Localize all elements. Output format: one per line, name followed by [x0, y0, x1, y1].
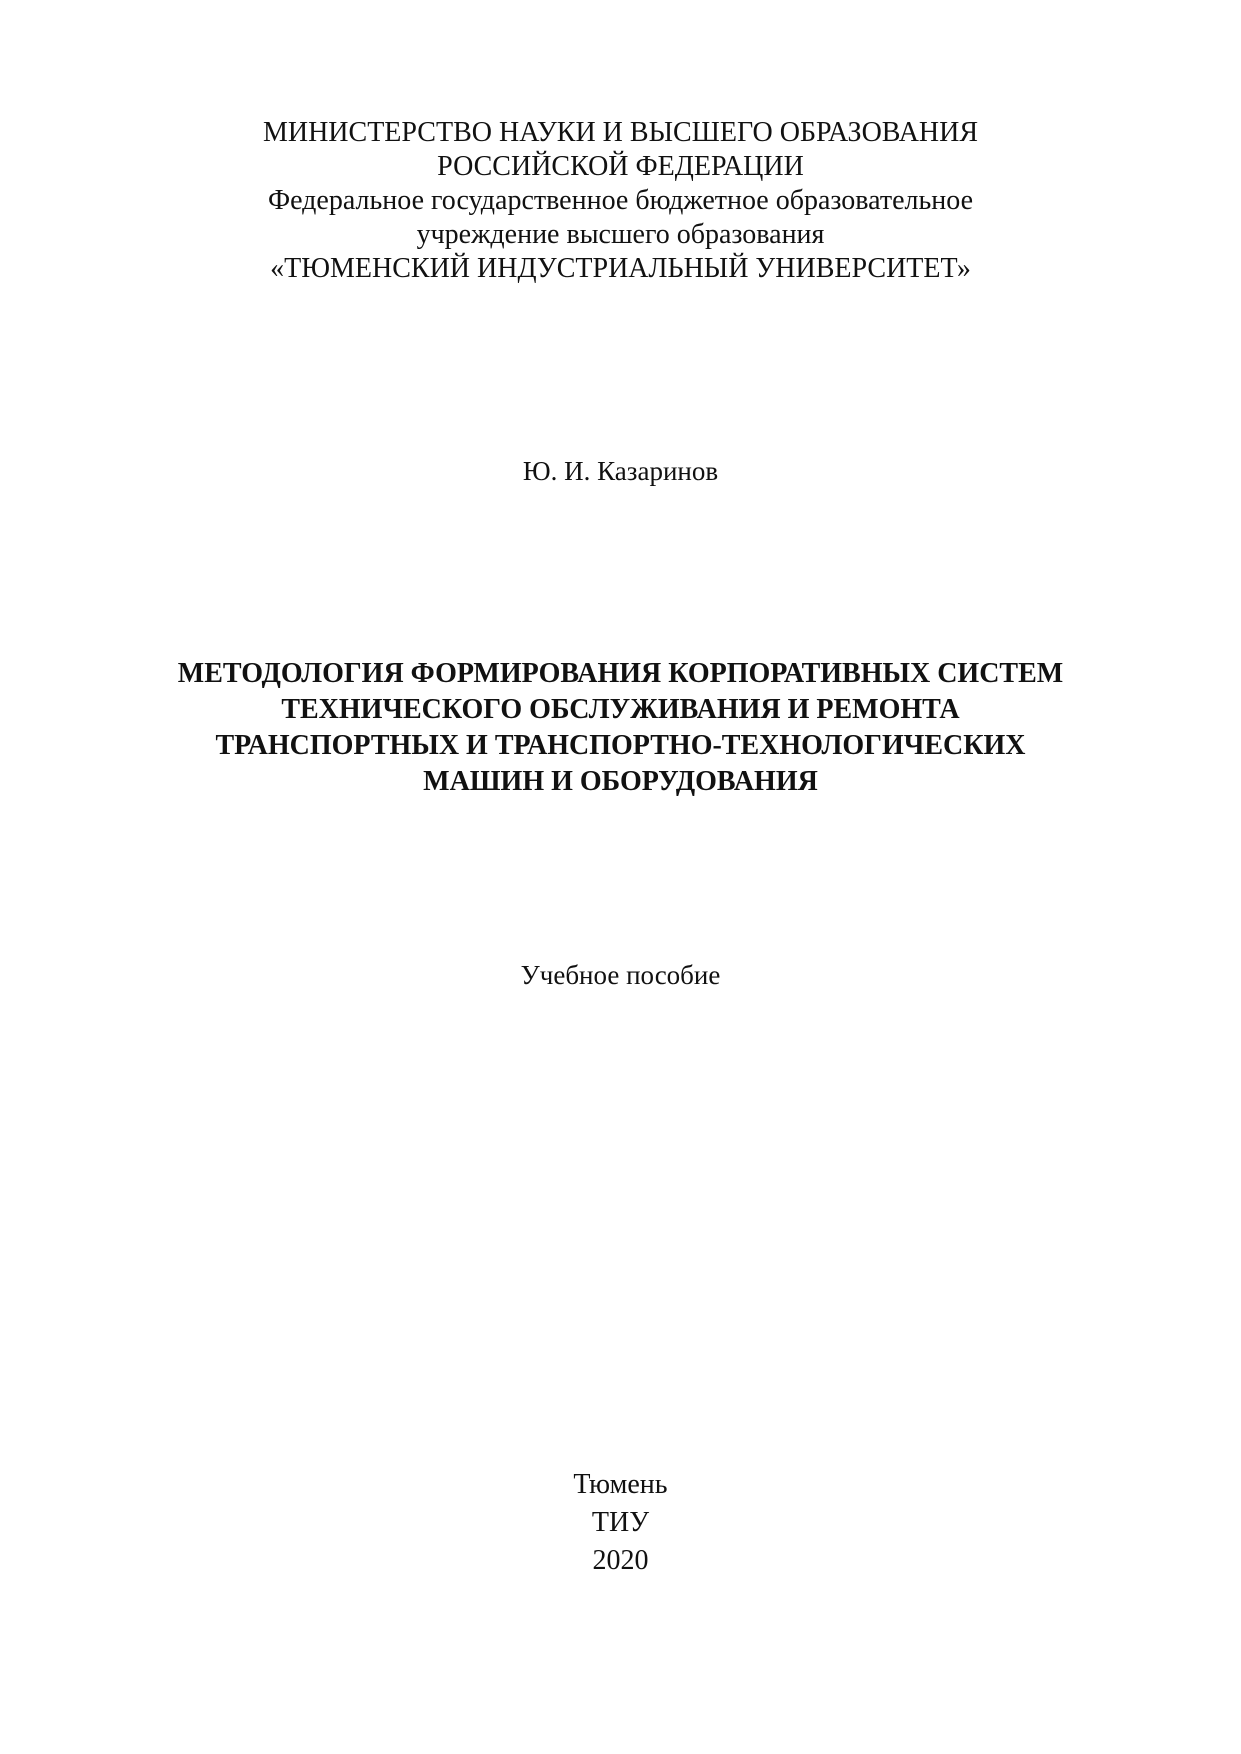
title-line-1: МЕТОДОЛОГИЯ ФОРМИРОВАНИЯ КОРПОРАТИВНЫХ СИСТЕМ [177, 658, 1064, 689]
institution-type-line-2: учреждение высшего образования [416, 219, 825, 250]
author-name: Ю. И. Казаринов [522, 456, 719, 486]
imprint-year: 2020 [592, 1545, 649, 1576]
university-name: «ТЮМЕНСКИЙ ИНДУСТРИАЛЬНЫЙ УНИВЕРСИТЕТ» [270, 253, 971, 284]
institution-header [0, 116, 1241, 286]
title-line-4: МАШИН И ОБОРУДОВАНИЯ [423, 766, 818, 797]
ministry-line-2: РОССИЙСКОЙ ФЕДЕРАЦИИ [437, 151, 804, 182]
title-line-2: ТЕХНИЧЕСКОГО ОБСЛУЖИВАНИЯ И РЕМОНТА [281, 694, 960, 725]
institution-type-line-1: Федеральное государственное бюджетное образовательное [267, 185, 974, 216]
imprint [0, 1466, 1241, 1580]
ministry-line-1: МИНИСТЕРСТВО НАУКИ И ВЫСШЕГО ОБРАЗОВАНИЯ [262, 117, 979, 148]
document-type: Учебное пособие [520, 960, 721, 990]
imprint-publisher: ТИУ [591, 1507, 650, 1538]
title-line-3: ТРАНСПОРТНЫХ И ТРАНСПОРТНО-ТЕХНОЛОГИЧЕСКИХ [215, 730, 1026, 761]
document-title [0, 656, 1241, 800]
imprint-city: Тюмень [573, 1469, 668, 1500]
